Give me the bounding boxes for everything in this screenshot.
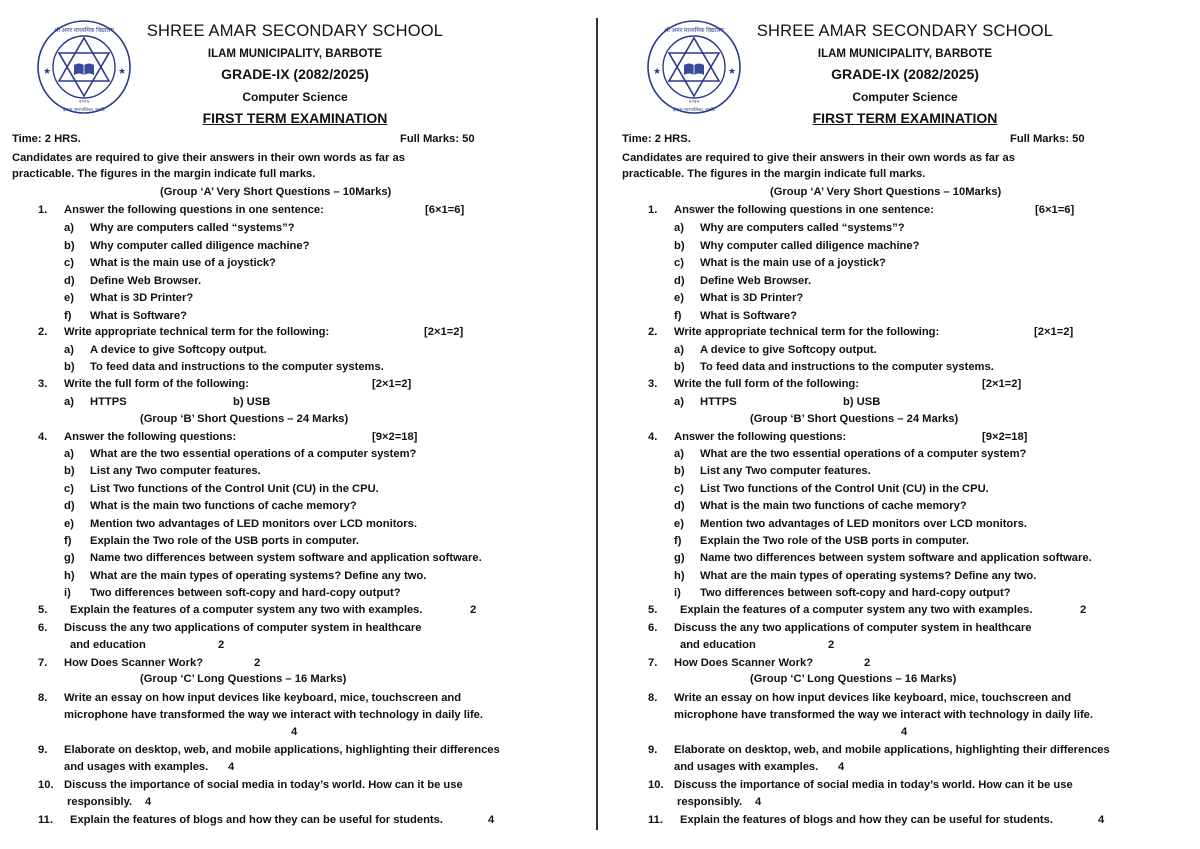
q8-text-2: microphone have transformed the way we interact with technology in daily life. — [64, 709, 483, 721]
q11-number: 11. — [648, 814, 663, 826]
q1-item: Why are computers called “systems”? — [700, 222, 905, 234]
q4-marks: [9×2=18] — [372, 431, 418, 443]
school-logo — [34, 17, 134, 117]
q4-item: What are the two essential operations of a computer system? — [90, 448, 417, 460]
q9-text: Elaborate on desktop, web, and mobile applications, highlighting their differences — [64, 744, 500, 756]
q1-item-label: d) — [64, 274, 75, 287]
q1-item-label: b) — [64, 239, 75, 252]
q7-marks: 2 — [254, 657, 261, 669]
q4-item-label: i) — [674, 587, 681, 600]
q6-text: Discuss the any two applications of computer system in healthcare — [64, 622, 422, 634]
q1-item-label: f) — [64, 310, 72, 322]
q4-item-label: a) — [674, 448, 684, 460]
q4-item-label: c) — [64, 482, 74, 495]
q8-text-2: microphone have transformed the way we interact with technology in daily life. — [674, 709, 1093, 721]
q5-text: Explain the features of a computer system any two with examples. — [70, 604, 423, 616]
q3-item-label-a: a) — [674, 396, 684, 408]
q4-item: Mention two advantages of LED monitors over LCD monitors. — [90, 517, 417, 530]
q6-number: 6. — [648, 622, 658, 634]
q10-text-2: responsibly. — [677, 796, 743, 808]
q9-text: Elaborate on desktop, web, and mobile applications, highlighting their differences — [674, 744, 1110, 756]
q4-item: What are the main types of operating systems? Define any two. — [700, 569, 1037, 582]
grade: GRADE-IX (2082/2025) — [221, 66, 369, 82]
group-c-heading: (Group ‘C’ Long Questions – 16 Marks) — [750, 673, 957, 685]
q3-number: 3. — [38, 378, 48, 390]
q1-item: Define Web Browser. — [700, 274, 812, 287]
logo-place: ईलाम नगरपालिका, बार्बोटे — [672, 107, 716, 112]
q1-item: What is Software? — [700, 310, 797, 322]
school-name: SHREE AMAR SECONDARY SCHOOL — [756, 22, 1054, 40]
q2-item-label: a) — [674, 344, 684, 356]
q4-item-label: i) — [64, 587, 71, 600]
q1-item: Why computer called diligence machine? — [90, 239, 310, 252]
q10-text: Discuss the importance of social media in today’s world. How can it be use — [64, 779, 463, 791]
q4-item-label: h) — [674, 569, 685, 582]
q2-text: Write appropriate technical term for the following: — [674, 326, 940, 338]
q1-item-label: e) — [674, 292, 684, 305]
q2-number: 2. — [38, 326, 48, 338]
q3-text: Write the full form of the following: — [64, 378, 249, 390]
q4-item-label: d) — [64, 500, 75, 513]
q6-marks: 2 — [828, 639, 835, 651]
q10-number: 10. — [648, 779, 664, 791]
q2-item: To feed data and instructions to the computer systems. — [90, 361, 384, 373]
municipality: ILAM MUNICIPALITY, BARBOTE — [817, 48, 993, 60]
q1-item-label: c) — [674, 257, 684, 270]
q2-marks: [2×1=2] — [424, 326, 464, 338]
logo-title: श्री अमर माध्यमिक विद्यालय — [54, 28, 114, 34]
q1-item: What is Software? — [90, 310, 187, 322]
logo-place: ईलाम नगरपालिका, बार्बोटे — [62, 107, 106, 112]
q6-text: Discuss the any two applications of computer system in healthcare — [674, 622, 1032, 634]
q3-marks: [2×1=2] — [372, 378, 412, 390]
q4-item-label: b) — [64, 465, 75, 478]
subject: Computer Science — [852, 90, 958, 104]
q1-item-label: e) — [64, 292, 74, 305]
q6-text-2: and education — [680, 639, 756, 651]
q4-number: 4. — [38, 431, 48, 443]
q4-item-label: a) — [64, 448, 74, 460]
q8-text: Write an essay on how input devices like keyboard, mice, touchscreen and — [64, 692, 462, 704]
q4-number: 4. — [648, 431, 658, 443]
q4-text: Answer the following questions: — [674, 431, 847, 443]
q3-item-a: HTTPS — [700, 396, 737, 408]
q7-number: 7. — [648, 657, 658, 669]
logo-year: २०१५ — [78, 99, 90, 105]
q2-item-label: b) — [674, 361, 685, 373]
q4-item-label: h) — [64, 569, 75, 582]
q10-text: Discuss the importance of social media in today’s world. How can it be use — [674, 779, 1073, 791]
q4-item: Name two differences between system software and application software. — [90, 552, 482, 565]
time: Time: 2 HRS. — [622, 133, 691, 145]
exam-title: FIRST TERM EXAMINATION — [202, 110, 388, 126]
q4-item-label: f) — [674, 535, 682, 547]
page-divider — [596, 18, 598, 830]
q2-item-label: b) — [64, 361, 75, 373]
svg-text:★: ★ — [728, 66, 737, 76]
group-c-heading: (Group ‘C’ Long Questions – 16 Marks) — [140, 673, 347, 685]
q1-item-label: b) — [674, 239, 685, 252]
q5-number: 5. — [648, 604, 658, 616]
q9-number: 9. — [648, 744, 658, 756]
q1-text: Answer the following questions in one sentence: — [674, 204, 934, 216]
group-a-heading: (Group ‘A’ Very Short Questions – 10Marks) — [160, 186, 392, 198]
q7-number: 7. — [38, 657, 48, 669]
q4-item-label: e) — [64, 517, 74, 530]
school-logo — [644, 17, 744, 117]
full-marks: Full Marks: 50 — [1010, 133, 1085, 145]
q3-marks: [2×1=2] — [982, 378, 1022, 390]
q5-number: 5. — [38, 604, 48, 616]
q4-item-label: c) — [674, 482, 684, 495]
instructions-line-2: practicable. The figures in the margin indicate full marks. — [12, 168, 316, 180]
svg-text:★: ★ — [118, 66, 127, 76]
q2-text: Write appropriate technical term for the following: — [64, 326, 330, 338]
q8-text: Write an essay on how input devices like keyboard, mice, touchscreen and — [674, 692, 1072, 704]
q1-item-label: d) — [674, 274, 685, 287]
q4-item-label: b) — [674, 465, 685, 478]
q1-item: What is 3D Printer? — [700, 292, 804, 305]
q1-text: Answer the following questions in one sentence: — [64, 204, 324, 216]
q2-number: 2. — [648, 326, 658, 338]
q1-number: 1. — [38, 204, 48, 216]
q2-item: A device to give Softcopy output. — [700, 344, 877, 356]
q4-item: List Two functions of the Control Unit (CU) in the CPU. — [90, 482, 379, 495]
q4-item-label: f) — [64, 535, 72, 547]
q11-text: Explain the features of blogs and how they can be useful for students. — [70, 814, 443, 826]
q4-text: Answer the following questions: — [64, 431, 237, 443]
municipality: ILAM MUNICIPALITY, BARBOTE — [207, 48, 383, 60]
instructions-line-1: Candidates are required to give their answers in their own words as far as — [622, 152, 1015, 164]
q3-item-b: b) USB — [843, 396, 881, 408]
q1-item: What is the main use of a joystick? — [700, 257, 886, 270]
q4-item: What is the main two functions of cache memory? — [90, 500, 357, 513]
subject: Computer Science — [242, 90, 348, 104]
q8-number: 8. — [648, 692, 658, 704]
time: Time: 2 HRS. — [12, 133, 81, 145]
instructions-line-1: Candidates are required to give their answers in their own words as far as — [12, 152, 405, 164]
q3-item-b: b) USB — [233, 396, 271, 408]
q9-marks: 4 — [228, 761, 235, 773]
q4-item-label: g) — [674, 552, 685, 565]
q1-marks: [6×1=6] — [1035, 204, 1075, 216]
q1-item: Why computer called diligence machine? — [700, 239, 920, 252]
q10-number: 10. — [38, 779, 54, 791]
q1-item: Why are computers called “systems”? — [90, 222, 295, 234]
q3-item-a: HTTPS — [90, 396, 127, 408]
q4-item: Explain the Two role of the USB ports in computer. — [90, 535, 359, 547]
q1-item-label: a) — [674, 222, 684, 234]
q9-text-2: and usages with examples. — [674, 761, 819, 773]
q4-item: What are the main types of operating systems? Define any two. — [90, 569, 427, 582]
q9-number: 9. — [38, 744, 48, 756]
full-marks: Full Marks: 50 — [400, 133, 475, 145]
q4-item: What are the two essential operations of a computer system? — [700, 448, 1027, 460]
q4-item: List Two functions of the Control Unit (CU) in the CPU. — [700, 482, 989, 495]
q3-item-label-a: a) — [64, 396, 74, 408]
q8-number: 8. — [38, 692, 48, 704]
q4-item: List any Two computer features. — [90, 465, 261, 478]
group-b-heading: (Group ‘B’ Short Questions – 24 Marks) — [750, 413, 959, 425]
q1-number: 1. — [648, 204, 658, 216]
q6-number: 6. — [38, 622, 48, 634]
q4-item: List any Two computer features. — [700, 465, 871, 478]
q11-number: 11. — [38, 814, 53, 826]
q1-item: What is the main use of a joystick? — [90, 257, 276, 270]
q4-item: Explain the Two role of the USB ports in computer. — [700, 535, 969, 547]
q8-marks: 4 — [291, 726, 298, 738]
logo-year: २०१५ — [688, 99, 700, 105]
school-name: SHREE AMAR SECONDARY SCHOOL — [146, 22, 444, 40]
q5-text: Explain the features of a computer system any two with examples. — [680, 604, 1033, 616]
q2-item: To feed data and instructions to the computer systems. — [700, 361, 994, 373]
q3-text: Write the full form of the following: — [674, 378, 859, 390]
q1-item: What is 3D Printer? — [90, 292, 194, 305]
q11-marks: 4 — [488, 814, 495, 826]
q2-item-label: a) — [64, 344, 74, 356]
q1-item-label: f) — [674, 310, 682, 322]
q6-text-2: and education — [70, 639, 146, 651]
q4-item: Two differences between soft-copy and hard-copy output? — [700, 587, 1011, 600]
q7-marks: 2 — [864, 657, 871, 669]
q10-marks: 4 — [145, 796, 152, 808]
q1-item: Define Web Browser. — [90, 274, 202, 287]
exam-title: FIRST TERM EXAMINATION — [812, 110, 998, 126]
q9-marks: 4 — [838, 761, 845, 773]
q2-item: A device to give Softcopy output. — [90, 344, 267, 356]
q4-item: Name two differences between system software and application software. — [700, 552, 1092, 565]
q4-item-label: e) — [674, 517, 684, 530]
q4-item: What is the main two functions of cache memory? — [700, 500, 967, 513]
q4-item-label: g) — [64, 552, 75, 565]
q8-marks: 4 — [901, 726, 908, 738]
q4-item: Mention two advantages of LED monitors over LCD monitors. — [700, 517, 1027, 530]
q11-text: Explain the features of blogs and how they can be useful for students. — [680, 814, 1053, 826]
instructions-line-2: practicable. The figures in the margin indicate full marks. — [622, 168, 926, 180]
q6-marks: 2 — [218, 639, 225, 651]
q4-item: Two differences between soft-copy and hard-copy output? — [90, 587, 401, 600]
q4-marks: [9×2=18] — [982, 431, 1028, 443]
q2-marks: [2×1=2] — [1034, 326, 1074, 338]
q7-text: How Does Scanner Work? — [64, 657, 204, 669]
q1-marks: [6×1=6] — [425, 204, 465, 216]
q4-item-label: d) — [674, 500, 685, 513]
logo-title: श्री अमर माध्यमिक विद्यालय — [664, 28, 724, 34]
svg-text:★: ★ — [43, 66, 52, 76]
q5-marks: 2 — [1080, 604, 1087, 616]
group-b-heading: (Group ‘B’ Short Questions – 24 Marks) — [140, 413, 349, 425]
q11-marks: 4 — [1098, 814, 1105, 826]
exam-sheet-right — [610, 0, 1200, 849]
group-a-heading: (Group ‘A’ Very Short Questions – 10Marks) — [770, 186, 1002, 198]
q7-text: How Does Scanner Work? — [674, 657, 814, 669]
q10-marks: 4 — [755, 796, 762, 808]
q10-text-2: responsibly. — [67, 796, 133, 808]
grade: GRADE-IX (2082/2025) — [831, 66, 979, 82]
q9-text-2: and usages with examples. — [64, 761, 209, 773]
q3-number: 3. — [648, 378, 658, 390]
q1-item-label: c) — [64, 257, 74, 270]
q5-marks: 2 — [470, 604, 477, 616]
svg-text:★: ★ — [653, 66, 662, 76]
q1-item-label: a) — [64, 222, 74, 234]
